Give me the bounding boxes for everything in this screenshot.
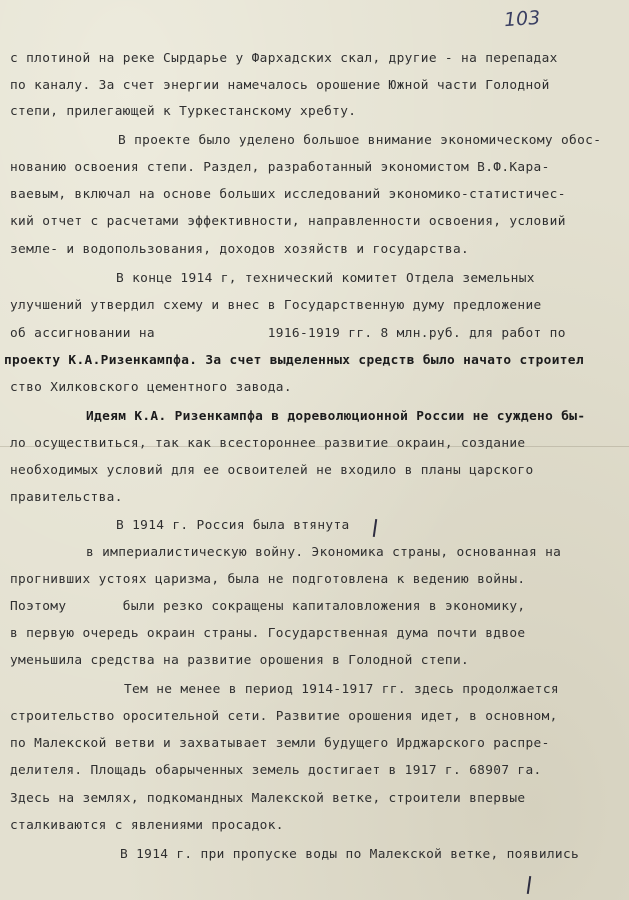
text-line: в империалистическую войну. Экономика страны, основанная на: [86, 545, 562, 560]
text-line: Здесь на землях, подкомандных Малекской ветке, строители впервые: [10, 791, 526, 806]
text-line: правительства.: [10, 490, 123, 505]
text-line: Поэтому были резко сокращены капиталовложения в экономику,: [10, 599, 526, 614]
paragraph-start-line: Идеям К.А. Ризенкампфа в дореволюционной России не суждено бы-: [86, 409, 586, 424]
text-line: улучшений утвердил схему и внес в Государственную думу предложение: [10, 298, 542, 313]
text-line: земле- и водопользования, доходов хозяйств и государства.: [10, 242, 470, 257]
pen-mark-icon: [527, 876, 531, 894]
page-number: 103: [503, 6, 541, 32]
text-line: с плотиной на реке Сырдарье у Фархадских скал, другие - на перепадах: [10, 51, 558, 66]
text-line: об ассигновании на 1916-1919 гг. 8 млн.руб. для работ по: [10, 326, 566, 341]
text-line: необходимых условий для ее освоителей не входило в планы царского: [10, 463, 534, 478]
text-line: делителя. Площадь обарыченных земель достигает в 1917 г. 68907 га.: [10, 763, 542, 778]
text-line: нованию освоения степи. Раздел, разработанный экономистом В.Ф.Кара-: [10, 160, 550, 175]
text-line: строительство оросительной сети. Развитие орошения идет, в основном,: [10, 709, 558, 724]
paragraph-start-line: В 1914 г. при пропуске воды по Малекской ветке, появились: [120, 847, 580, 862]
text-line: в первую очередь окраин страны. Государственная дума почти вдвое: [10, 626, 526, 641]
text-line: прогнивших устоях царизма, была не подготовлена к ведению войны.: [10, 572, 526, 587]
text-line: по каналу. За счет энергии намечалось орошение Южной части Голодной: [10, 78, 550, 93]
text-line: уменьшила средства на развитие орошения в Голодной степи.: [10, 653, 470, 668]
page-fold-line: [0, 446, 629, 447]
pen-mark-icon: [373, 519, 377, 537]
paragraph-start-line: В проекте было уделено большое внимание экономическому обос-: [118, 133, 602, 148]
text-line: проекту К.А.Ризенкампфа. За счет выделенных средств было начато строител: [4, 353, 584, 368]
paragraph-start-line: В 1914 г. Россия была втянута: [116, 518, 350, 533]
text-line: ло осуществиться, так как всестороннее развитие окраин, создание: [10, 436, 526, 451]
paragraph-start-line: Тем не менее в период 1914-1917 гг. здесь продолжается: [124, 682, 559, 697]
text-line: сталкиваются с явлениями просадок.: [10, 818, 284, 833]
text-line: ваевым, включал на основе больших исследований экономико-статистичес-: [10, 187, 566, 202]
text-line: кий отчет с расчетами эффективности, направленности освоения, условий: [10, 214, 566, 229]
text-line: степи, прилегающей к Туркестанскому хребту.: [10, 104, 357, 119]
text-line: ство Хилковского цементного завода.: [10, 380, 292, 395]
text-line: по Малекской ветви и захватывает земли будущего Ирджарского распре-: [10, 736, 550, 751]
paragraph-start-line: В конце 1914 г, технический комитет Отдела земельных: [116, 271, 535, 286]
